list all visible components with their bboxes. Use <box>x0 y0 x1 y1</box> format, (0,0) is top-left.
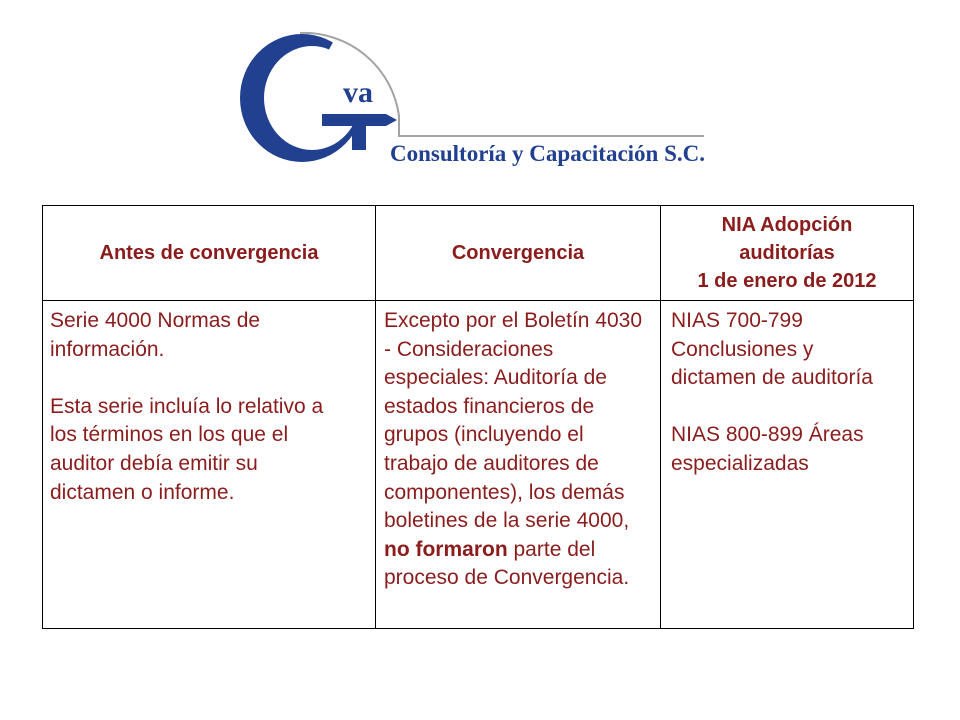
header-convergence <box>376 206 661 301</box>
logo-monogram: va <box>343 76 373 109</box>
paragraph <box>384 307 654 593</box>
cell-line: dictamen o informe. <box>50 480 235 504</box>
cell-line: Excepto por el Boletín 4030 <box>384 309 643 332</box>
cell-line <box>384 536 654 565</box>
header-line: auditorías <box>739 242 835 264</box>
cell-line: los términos en los que el <box>50 423 289 447</box>
cell-line: proceso de Convergencia. <box>384 566 630 590</box>
cell-line: grupos (incluyendo el <box>384 423 584 447</box>
g-crossbar-tip <box>386 114 397 126</box>
cell-line: especiales: Auditoría de <box>384 366 607 390</box>
header-line: Antes de convergencia <box>99 242 319 264</box>
company-name: Consultoría y Capacitación S.C. <box>390 141 705 166</box>
body-row <box>43 301 914 629</box>
header-line: Convergencia <box>451 242 585 264</box>
cell-line: trabajo de auditores de <box>384 451 599 475</box>
cell-line: componentes), los demás <box>384 480 625 504</box>
cell-line: auditor debía emitir su <box>50 451 258 475</box>
emphasis-text: no formaron <box>384 537 508 561</box>
paragraph <box>50 393 369 507</box>
paragraph <box>671 307 907 393</box>
company-logo <box>0 0 960 200</box>
cell-line: NIAS 700-799 <box>671 309 803 332</box>
paragraph <box>671 421 907 478</box>
header-row <box>43 206 914 301</box>
cell-convergence <box>376 301 661 629</box>
cell-line: boletines de la serie 4000, <box>384 509 630 533</box>
cell-line: dictamen de auditoría <box>671 366 873 390</box>
cell-line: estados financieros de <box>384 394 595 418</box>
header-line: 1 de enero de 2012 <box>697 270 877 292</box>
line-text: parte del <box>507 537 596 561</box>
cell-line: información. <box>50 337 165 361</box>
g-spur <box>352 118 366 150</box>
cell-line: especializadas <box>671 451 809 475</box>
header-before-convergence <box>43 206 376 301</box>
cell-line: Esta serie incluía lo relativo a <box>50 394 324 418</box>
cell-line: Conclusiones y <box>671 337 814 361</box>
cell-line: - Consideraciones <box>384 337 554 361</box>
cell-line: NIAS 800-899 Áreas <box>671 423 864 447</box>
paragraph <box>50 307 369 364</box>
header-line: NIA Adopción <box>721 214 853 236</box>
comparison-table <box>42 205 914 629</box>
cell-nia-adoption <box>661 301 914 629</box>
header-nia-adoption <box>661 206 914 301</box>
cell-before-convergence <box>43 301 376 629</box>
cell-line: Serie 4000 Normas de <box>50 309 261 332</box>
